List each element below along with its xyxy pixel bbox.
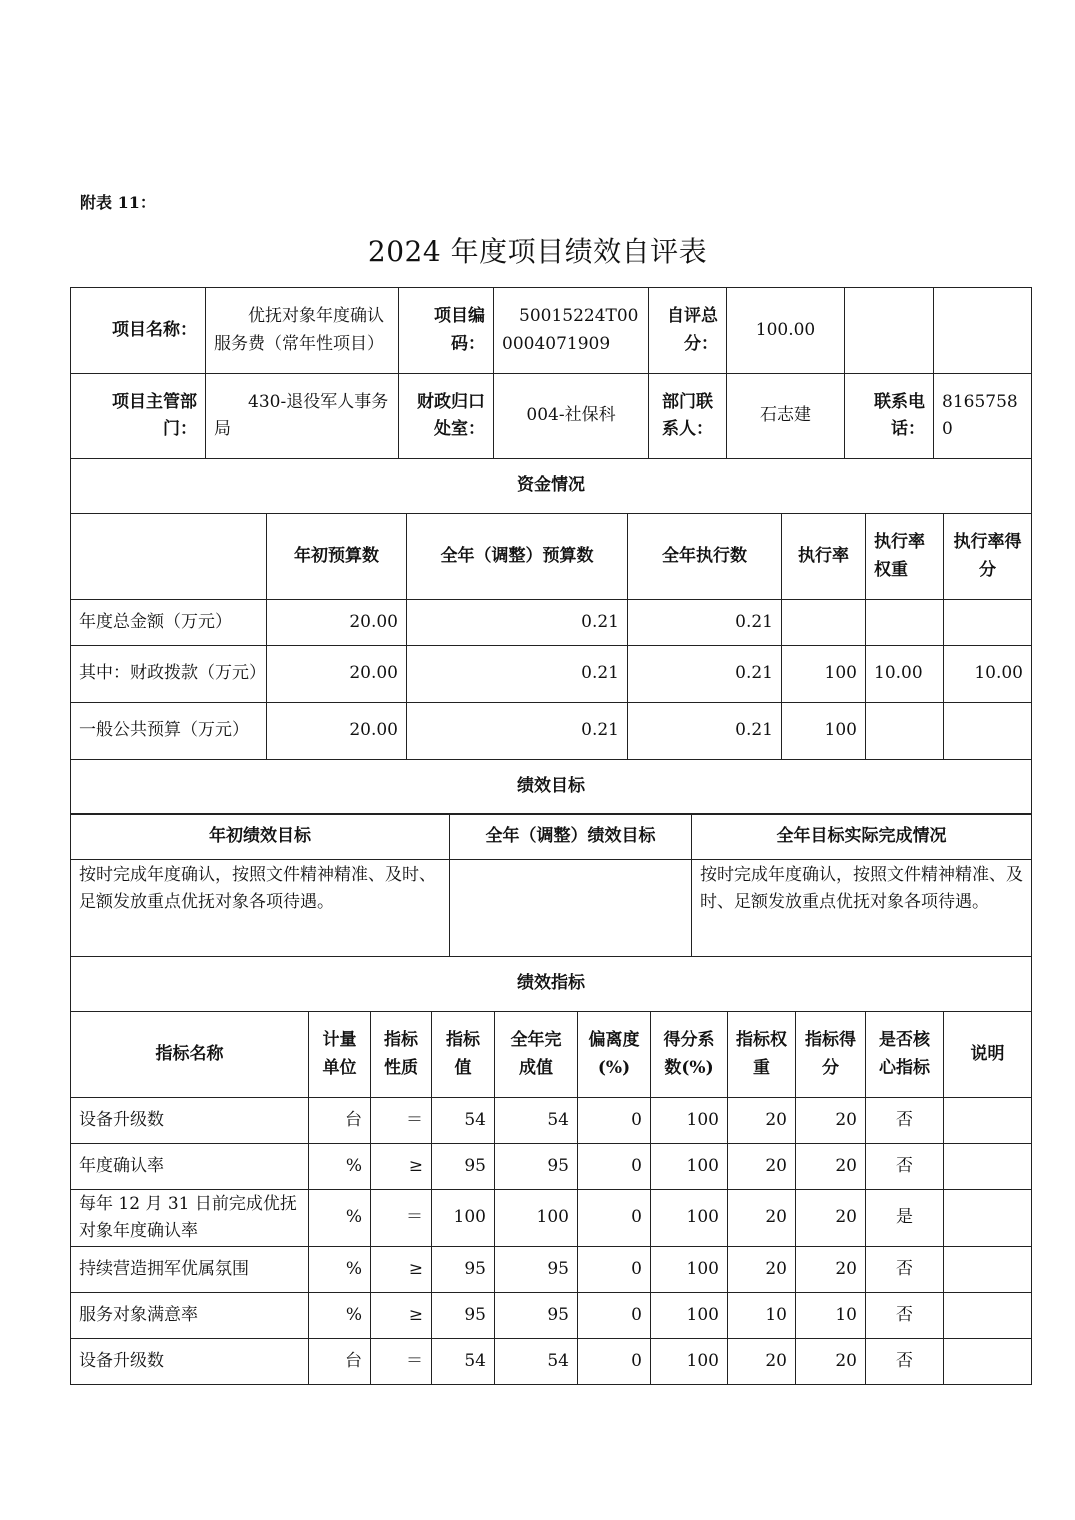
indicator-cell xyxy=(944,1247,1032,1293)
funds-cell: 0.21 xyxy=(407,600,628,646)
indicator-cell: 0 xyxy=(578,1190,651,1247)
funds-cell: 其中：财政拨款（万元） xyxy=(71,646,267,703)
funds-cell xyxy=(866,703,944,760)
goals-header: 全年目标实际完成情况 xyxy=(692,814,1032,860)
funds-cell xyxy=(866,600,944,646)
goals-header: 年初绩效目标 xyxy=(71,814,450,860)
indicator-header: 指标名称 xyxy=(71,1012,309,1098)
funds-row xyxy=(71,600,1032,646)
indicator-header: 全年完成值 xyxy=(495,1012,578,1098)
indicator-cell: 否 xyxy=(866,1247,944,1293)
funds-header xyxy=(71,514,267,600)
empty-cell xyxy=(934,288,1032,374)
indicator-cell: 10 xyxy=(796,1293,866,1339)
indicator-row xyxy=(71,1144,1032,1190)
funds-table xyxy=(70,513,1032,815)
indicator-cell: 10 xyxy=(728,1293,796,1339)
project-info-table xyxy=(70,287,1032,514)
indicator-cell: 100 xyxy=(651,1247,728,1293)
funds-cell: 10.00 xyxy=(944,646,1032,703)
funds-header: 全年执行数 xyxy=(628,514,782,600)
indicator-cell: 100 xyxy=(651,1098,728,1144)
indicator-cell: 54 xyxy=(495,1339,578,1385)
indicator-row xyxy=(71,1098,1032,1144)
initial-goal: 按时完成年度确认，按照文件精神精准、及时、足额发放重点优抚对象各项待遇。 xyxy=(71,860,450,957)
indicator-cell: 20 xyxy=(728,1144,796,1190)
indicator-cell: 20 xyxy=(728,1247,796,1293)
phone-label: 联系电话： xyxy=(845,374,934,459)
indicators-section-title: 绩效指标 xyxy=(71,957,1032,1012)
empty-cell xyxy=(845,288,934,374)
indicator-cell: 是 xyxy=(866,1190,944,1247)
funds-cell: 年度总金额（万元） xyxy=(71,600,267,646)
indicator-cell: 54 xyxy=(495,1098,578,1144)
funds-cell: 0.21 xyxy=(628,600,782,646)
indicator-cell: 100 xyxy=(651,1144,728,1190)
indicator-cell: 100 xyxy=(651,1293,728,1339)
indicator-cell xyxy=(944,1339,1032,1385)
score-label: 自评总分： xyxy=(649,288,727,374)
indicator-header: 是否核心指标 xyxy=(866,1012,944,1098)
funds-header: 全年（调整）预算数 xyxy=(407,514,628,600)
indicator-cell: 持续营造拥军优属氛围 xyxy=(71,1247,309,1293)
indicator-cell: 100 xyxy=(495,1190,578,1247)
funds-cell: 10.00 xyxy=(866,646,944,703)
funds-cell: 100 xyxy=(782,646,866,703)
indicator-cell: 100 xyxy=(651,1190,728,1247)
indicator-cell: 0 xyxy=(578,1098,651,1144)
page-title: 2024 年度项目绩效自评表 xyxy=(367,235,708,268)
indicator-cell: 设备升级数 xyxy=(71,1339,309,1385)
indicator-cell: ≥ xyxy=(371,1247,432,1293)
project-name-value: 优抚对象年度确认服务费（常年性项目） xyxy=(206,288,399,374)
indicator-cell: % xyxy=(309,1293,371,1339)
finance-value: 004-社保科 xyxy=(494,374,649,459)
indicator-cell: 20 xyxy=(796,1339,866,1385)
indicator-cell: 95 xyxy=(495,1144,578,1190)
indicators-table xyxy=(70,1011,1032,1385)
indicator-cell: 台 xyxy=(309,1339,371,1385)
indicator-cell: 0 xyxy=(578,1339,651,1385)
indicator-cell: ＝ xyxy=(371,1098,432,1144)
indicator-row xyxy=(71,1293,1032,1339)
funds-cell: 0.21 xyxy=(628,646,782,703)
indicator-row xyxy=(71,1339,1032,1385)
indicator-cell: % xyxy=(309,1144,371,1190)
dept-value: 430-退役军人事务局 xyxy=(206,374,399,459)
funds-cell: 0.21 xyxy=(407,703,628,760)
funds-cell: 20.00 xyxy=(267,600,407,646)
finance-label: 财政归口处室： xyxy=(399,374,494,459)
phone-value: 81657580 xyxy=(934,374,1032,459)
indicator-cell xyxy=(944,1098,1032,1144)
indicator-cell: 95 xyxy=(432,1293,495,1339)
indicator-cell: 台 xyxy=(309,1098,371,1144)
indicator-cell: 否 xyxy=(866,1293,944,1339)
indicator-header: 指标得分 xyxy=(796,1012,866,1098)
indicator-header: 得分系数(%) xyxy=(651,1012,728,1098)
indicator-cell: 20 xyxy=(728,1098,796,1144)
indicator-header: 指标值 xyxy=(432,1012,495,1098)
funds-cell: 20.00 xyxy=(267,703,407,760)
appendix-label: 附表 11： xyxy=(80,193,156,212)
indicator-cell: % xyxy=(309,1247,371,1293)
indicator-cell: 20 xyxy=(796,1098,866,1144)
funds-header: 年初预算数 xyxy=(267,514,407,600)
indicator-cell: ≥ xyxy=(371,1144,432,1190)
indicator-row xyxy=(71,1190,1032,1247)
indicator-header: 指标权重 xyxy=(728,1012,796,1098)
indicator-row xyxy=(71,1247,1032,1293)
indicator-cell xyxy=(944,1190,1032,1247)
indicator-cell: 否 xyxy=(866,1144,944,1190)
indicator-cell: 20 xyxy=(796,1144,866,1190)
funds-cell xyxy=(782,600,866,646)
funds-section-title: 资金情况 xyxy=(71,459,1032,514)
indicator-header: 偏离度(%) xyxy=(578,1012,651,1098)
indicator-cell xyxy=(944,1293,1032,1339)
actual-completion: 按时完成年度确认，按照文件精神精准、及时、足额发放重点优抚对象各项待遇。 xyxy=(692,860,1032,957)
contact-value: 石志建 xyxy=(727,374,845,459)
funds-header: 执行率得分 xyxy=(944,514,1032,600)
indicator-cell: 95 xyxy=(495,1293,578,1339)
indicator-cell: 100 xyxy=(432,1190,495,1247)
funds-header: 执行率权重 xyxy=(866,514,944,600)
funds-cell xyxy=(944,703,1032,760)
indicator-cell: ＝ xyxy=(371,1190,432,1247)
indicator-cell: 0 xyxy=(578,1293,651,1339)
indicator-cell: 0 xyxy=(578,1247,651,1293)
indicator-cell: 95 xyxy=(432,1144,495,1190)
funds-cell xyxy=(944,600,1032,646)
indicator-cell: 服务对象满意率 xyxy=(71,1293,309,1339)
indicator-cell: 设备升级数 xyxy=(71,1098,309,1144)
goals-section-title: 绩效目标 xyxy=(71,760,1032,815)
indicator-header: 说明 xyxy=(944,1012,1032,1098)
goals-header: 全年（调整）绩效目标 xyxy=(450,814,692,860)
funds-cell: 100 xyxy=(782,703,866,760)
indicator-cell xyxy=(944,1144,1032,1190)
indicator-cell: 100 xyxy=(651,1339,728,1385)
funds-cell: 0.21 xyxy=(407,646,628,703)
indicator-cell: 每年 12 月 31 日前完成优抚对象年度确认率 xyxy=(71,1190,309,1247)
indicator-cell: 54 xyxy=(432,1098,495,1144)
adjusted-goal xyxy=(450,860,692,957)
indicator-header: 计量单位 xyxy=(309,1012,371,1098)
indicator-cell: % xyxy=(309,1190,371,1247)
indicator-cell: 否 xyxy=(866,1098,944,1144)
dept-label: 项目主管部门： xyxy=(71,374,206,459)
indicator-cell: ＝ xyxy=(371,1339,432,1385)
project-name-label: 项目名称： xyxy=(71,288,206,374)
indicator-header: 指标性质 xyxy=(371,1012,432,1098)
contact-label: 部门联系人： xyxy=(649,374,727,459)
funds-row xyxy=(71,703,1032,760)
indicator-cell: 否 xyxy=(866,1339,944,1385)
indicator-cell: 20 xyxy=(728,1190,796,1247)
indicator-cell: 20 xyxy=(796,1247,866,1293)
goals-table xyxy=(70,813,1032,1012)
indicator-cell: 54 xyxy=(432,1339,495,1385)
project-code-label: 项目编码： xyxy=(399,288,494,374)
funds-header: 执行率 xyxy=(782,514,866,600)
indicator-cell: 0 xyxy=(578,1144,651,1190)
funds-cell: 一般公共预算（万元） xyxy=(71,703,267,760)
indicator-cell: 95 xyxy=(495,1247,578,1293)
indicator-cell: 20 xyxy=(796,1190,866,1247)
indicator-cell: 20 xyxy=(728,1339,796,1385)
project-code-value: 50015224T000004071909 xyxy=(494,288,649,374)
indicator-cell: 95 xyxy=(432,1247,495,1293)
indicator-cell: 年度确认率 xyxy=(71,1144,309,1190)
funds-cell: 0.21 xyxy=(628,703,782,760)
score-value: 100.00 xyxy=(727,288,845,374)
funds-row xyxy=(71,646,1032,703)
indicator-cell: ≥ xyxy=(371,1293,432,1339)
funds-cell: 20.00 xyxy=(267,646,407,703)
